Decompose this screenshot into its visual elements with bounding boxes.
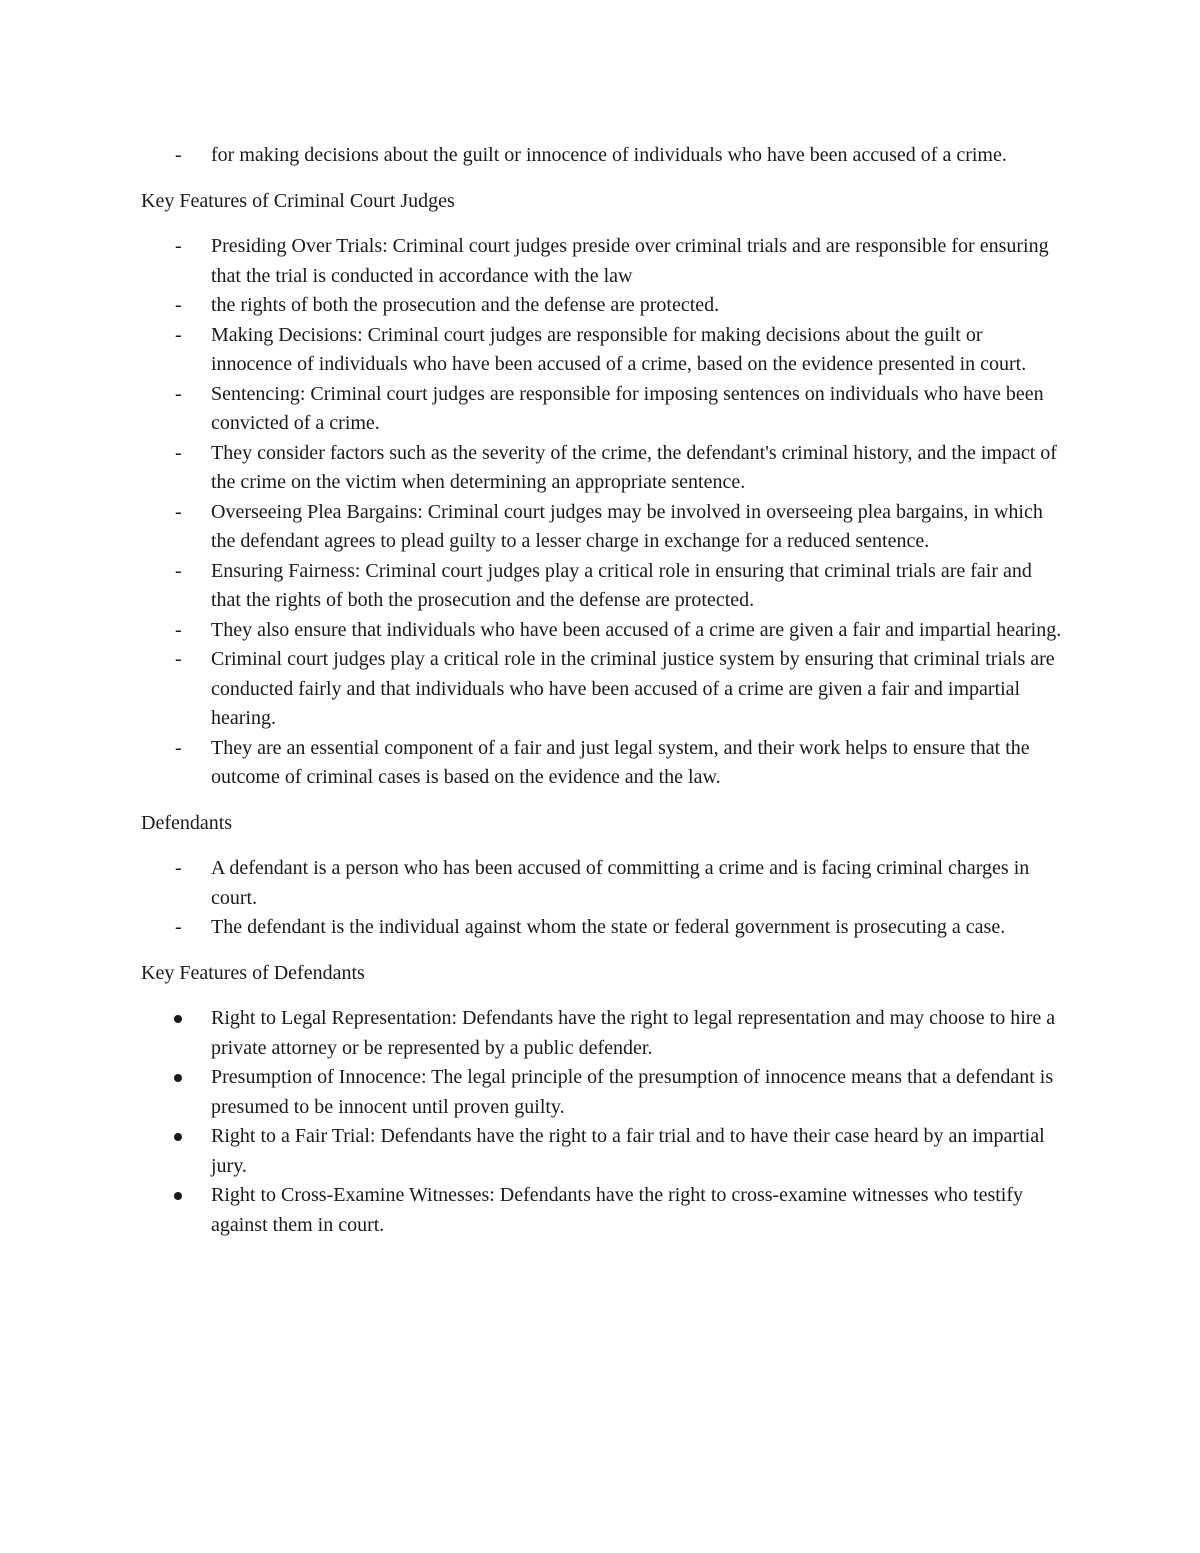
dash-marker [175,616,182,646]
bullet-icon [174,1133,182,1141]
list-item-text: A defendant is a person who has been accused of committing a crime and is facing criminal charges in court. [211,857,1030,909]
list-item [141,1063,1066,1122]
list-item [141,734,1066,793]
dash-marker [175,291,182,321]
dash-marker [175,321,182,351]
list-item-text: Right to Cross-Examine Witnesses: Defendants have the right to cross-examine witnesses who testify against them in court. [211,1184,1024,1236]
bullet-icon [174,1015,182,1023]
list-item [141,645,1066,734]
dash-marker [175,645,182,675]
intro-list [141,141,1066,171]
list-item-text: Criminal court judges play a critical role in the criminal justice system by ensuring that criminal trials are conducted fairly and that individuals who have been accused of a crime are given a fair and impartial hearing. [211,648,1055,729]
list-item [141,141,1066,171]
bullet-icon [174,1192,182,1200]
dash-marker [175,913,182,943]
document-body [141,141,1066,1240]
defendants-list [141,854,1066,943]
list-item [141,854,1066,913]
list-item-text: Right to a Fair Trial: Defendants have the right to a fair trial and to have their case heard by an impartial jury. [211,1125,1045,1177]
list-item-text: They also ensure that individuals who have been accused of a crime are given a fair and impartial hearing. [211,618,1062,641]
list-item-text: The defendant is the individual against whom the state or federal government is prosecuting a case. [211,916,1006,938]
list-item [141,498,1066,557]
list-item-text: They are an essential component of a fair and just legal system, and their work helps to ensure that the outcome of criminal cases is based on the evidence and the law. [211,736,1030,788]
list-item-text: Making Decisions: Criminal court judges are responsible for making decisions about the guilt or innocence of individuals who have been accused of a crime, based on the evidence presented in court. [211,323,1027,375]
dash-marker [175,854,182,884]
section-heading-defendants: Defendants [141,811,233,834]
section-heading-defendant-features: Key Features of Defendants [141,961,365,984]
judges-features-list [141,232,1066,793]
list-item-text: Presiding Over Trials: Criminal court judges preside over criminal trials and are responsible for ensuring that the trial is conducted in accordance with the law [211,235,1049,287]
list-item-text: They consider factors such as the severity of the crime, the defendant's criminal history, and the impact of the crime on the victim when determining an appropriate sentence. [211,441,1057,493]
list-item-text: Presumption of Innocence: The legal principle of the presumption of innocence means that a defendant is presumed to be innocent until proven guilty. [211,1066,1054,1118]
dash-marker [175,734,182,764]
list-item [141,291,1066,321]
list-item-text: Ensuring Fairness: Criminal court judges play a critical role in ensuring that criminal trials are fair and that the rights of both the prosecution and the defense are protected. [211,559,1032,611]
list-item [141,380,1066,439]
dash-marker [175,232,182,262]
list-item [141,616,1066,646]
list-item-text: the rights of both the prosecution and the defense are protected. [211,294,720,316]
dash-marker [175,141,182,171]
list-item [141,913,1066,943]
list-item [141,232,1066,291]
bullet-icon [174,1074,182,1082]
list-item [141,321,1066,380]
defendant-features-list [141,1004,1066,1240]
list-item [141,557,1066,616]
dash-marker [175,380,182,410]
list-item-text: Right to Legal Representation: Defendants have the right to legal representation and may choose to hire a private attorney or be represented by a public defender. [211,1007,1056,1059]
dash-marker [175,498,182,528]
dash-marker [175,439,182,469]
list-item-text: Sentencing: Criminal court judges are responsible for imposing sentences on individuals who have been convicted of a crime. [211,382,1044,434]
section-heading-judges: Key Features of Criminal Court Judges [141,189,455,212]
list-item-text: for making decisions about the guilt or innocence of individuals who have been accused of a crime. [211,144,1007,166]
list-item [141,1122,1066,1181]
list-item [141,439,1066,498]
dash-marker [175,557,182,587]
list-item [141,1181,1066,1240]
list-item-text: Overseeing Plea Bargains: Criminal court judges may be involved in overseeing plea bargains, in which the defendant agrees to plead guilty to a lesser charge in exchange for a reduced sentence. [211,500,1043,552]
list-item [141,1004,1066,1063]
